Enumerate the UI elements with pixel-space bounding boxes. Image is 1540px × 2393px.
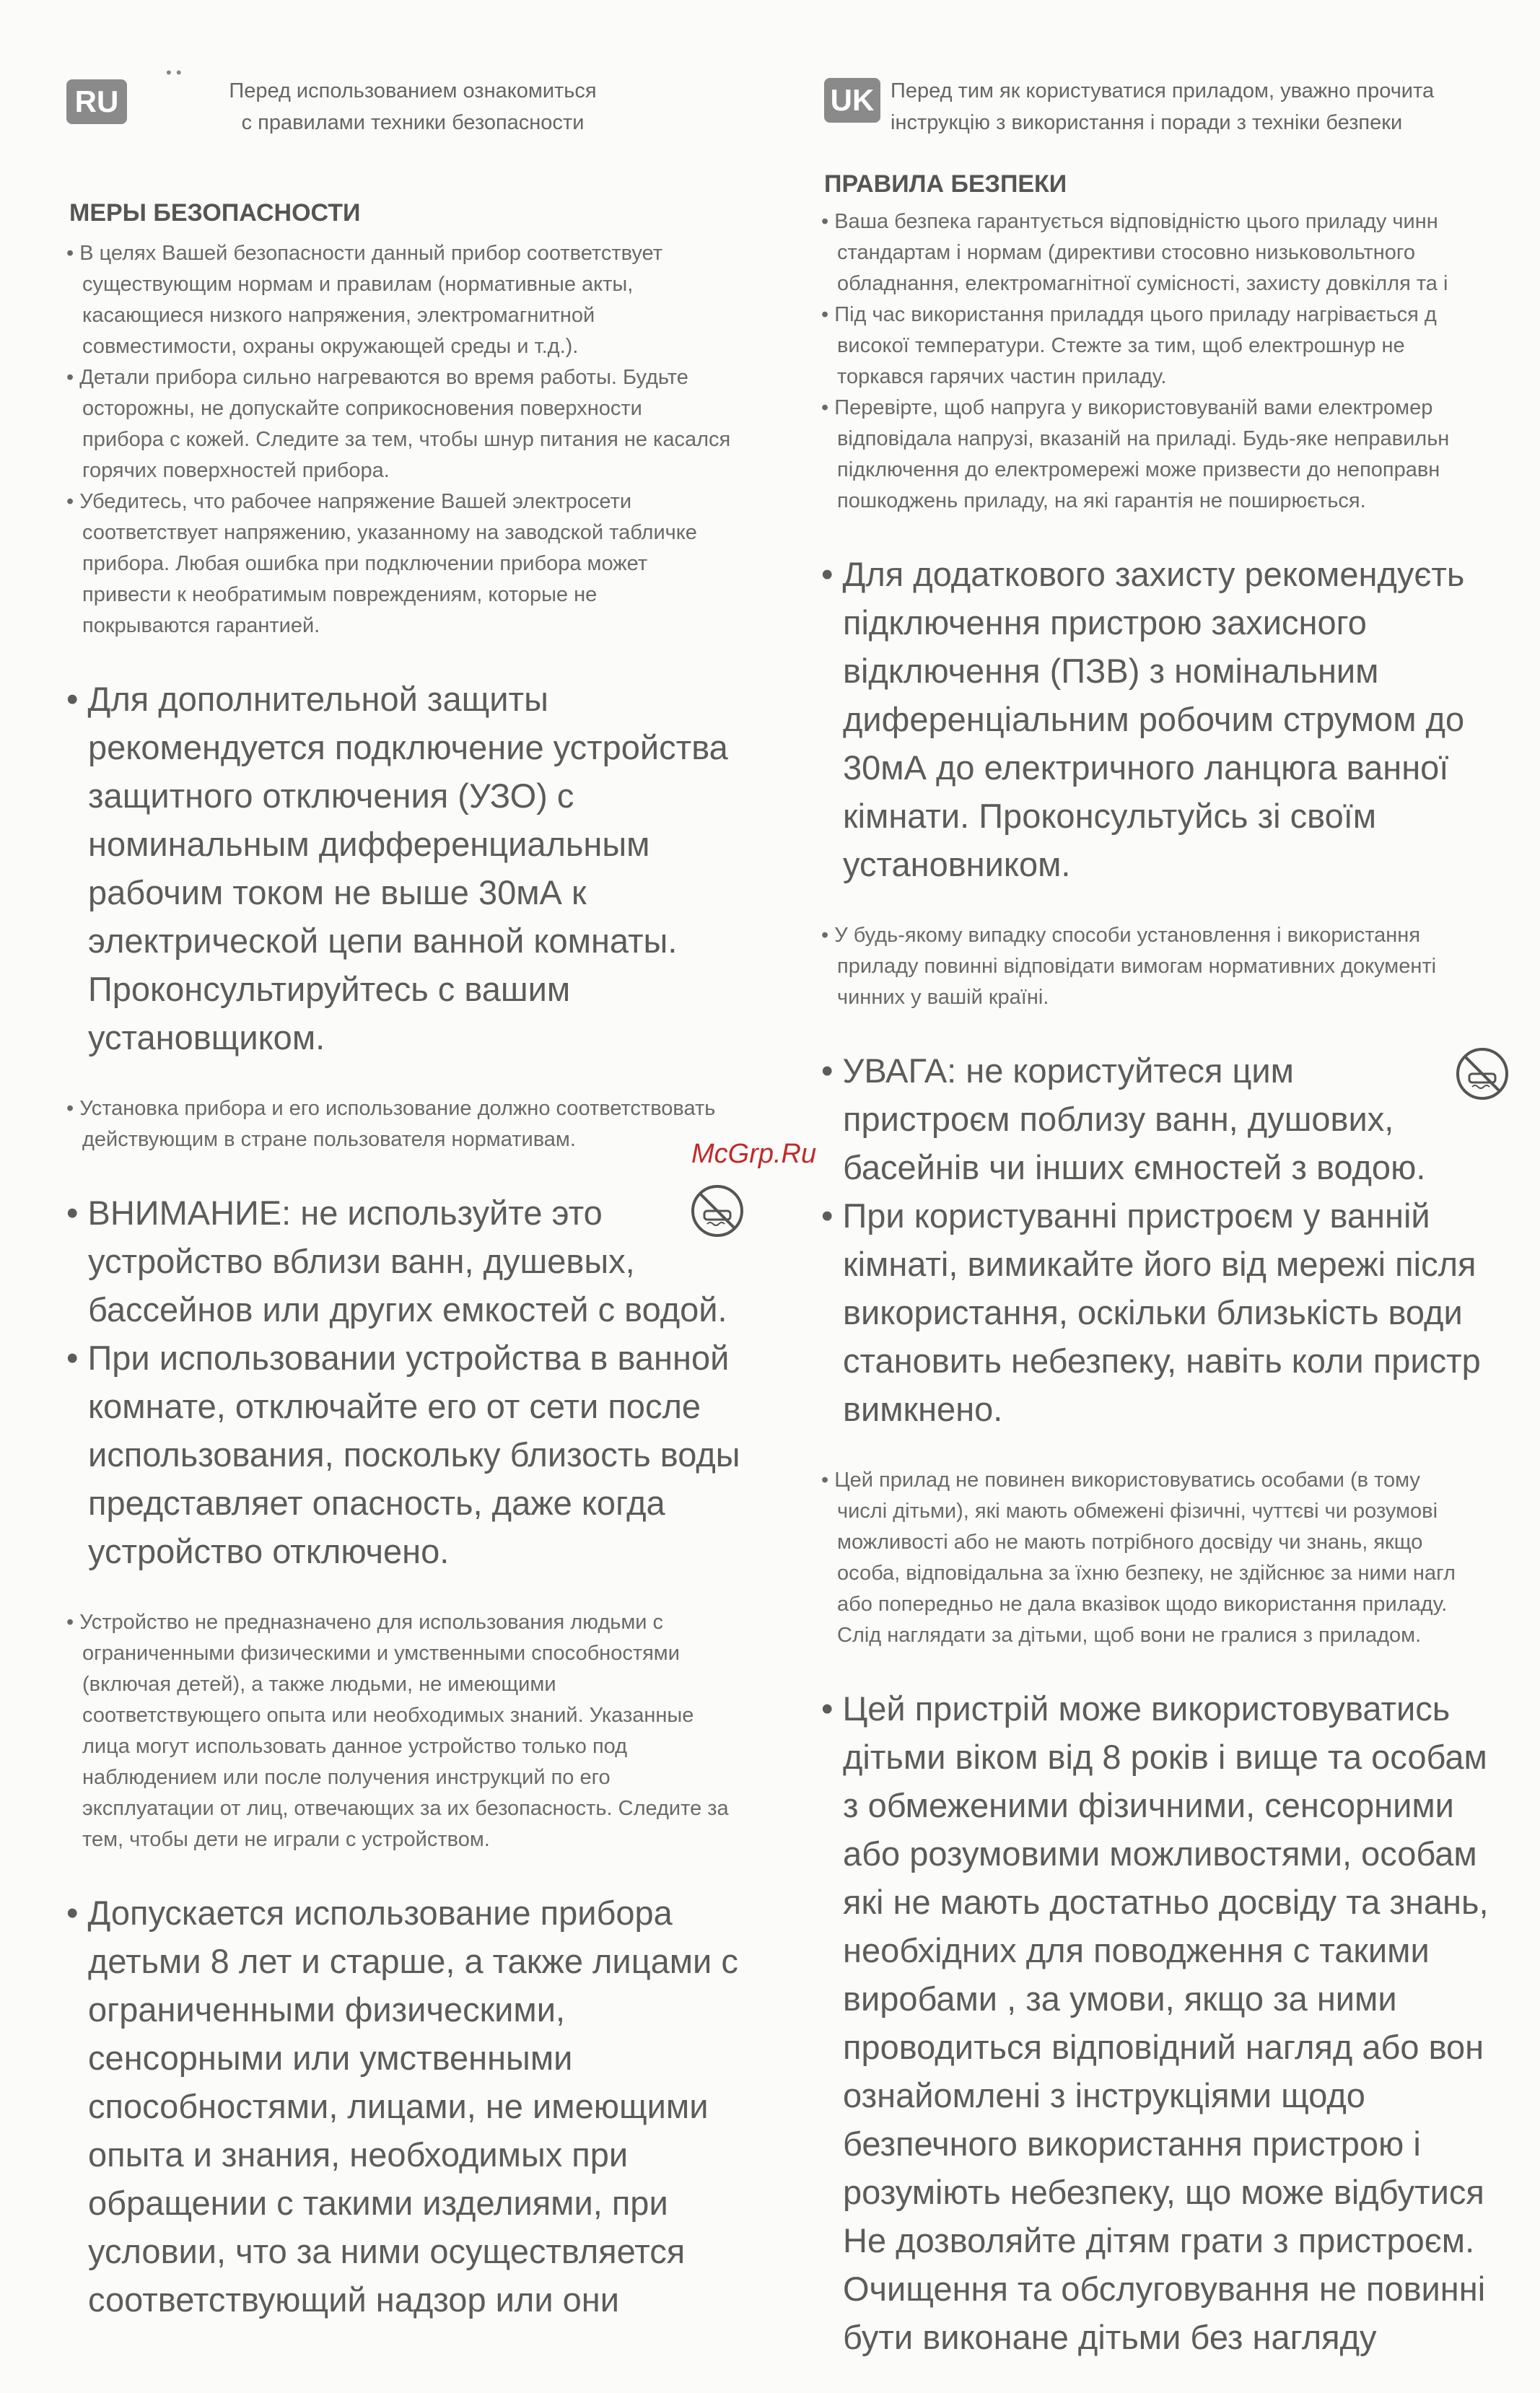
uk-intro: Перед тим як користуватися приладом, уважно прочита інструкцію з використання і поради з техніки безпеки [891, 79, 1435, 134]
uk-list-item: • У будь-якому випадку способи установлення і використання приладу повинні відповідати вимогам нормативних документі чинних у вашій країні. [821, 920, 1508, 1013]
ru-list-item: • Убедитесь, что рабочее напряжение Вашей электросети соответствует напряжению, указанному на заводской табличке прибора. Любая ошибка при подключении прибора может привести к необратимым повреждениям, которые не покрываются гарантией. [66, 486, 781, 642]
ru-content [66, 238, 781, 2355]
ru-small-list [66, 1607, 781, 1855]
ru-list-item: • Детали прибора сильно нагреваются во время работы. Будьте осторожны, не допускайте соприкосновения поверхности прибора с кожей. Следите за тем, чтобы шнур питания не касался горячих поверхностей прибора. [66, 362, 781, 486]
watermark: McGrp.Ru [691, 1139, 817, 1169]
uk-list-item: • Цей пристрій може використовуватись дітьми віком від 8 років і вище та особам з обмеженими фізичними, сенсорними або розумовими можливостями, особам які не мають достатньо досвіду та знань, необхідних для поводження с такими виробами , за умови, якщо за ними проводиться відповідний нагляд або вон ознайомлені з інструкціями щодо безпечного використання пристрою і розуміють небезпеку, що може відбутися Не дозволяйте дітям грати з пристроєм. Очищення та обслуговування не повинні бути виконане дітьми без нагляду [821, 1684, 1508, 2361]
ru-list-item: • Установка прибора и его использование должно соответствовать действующим в стране пользователя нормативам. [66, 1093, 781, 1155]
ru-large-list [66, 1189, 781, 1575]
ru-list-item: • Устройство не предназначено для использования людьми с ограниченными физическими и умственными способностями (включая детей), а также людьми, не имеющими соответствующего опыта или необходимых знаний. Указанные лица могут использовать данное устройство только под наблюдением или после получения инструкций по его эксплуатации от лиц, отвечающих за их безопасность. Следите за тем, чтобы дети не играли с устройством. [66, 1607, 781, 1855]
uk-column [821, 0, 1508, 2356]
ru-intro: Перед использованием ознакомиться с правилами техники безопасности [229, 79, 597, 134]
uk-list-item: • Під час використання приладдя цього приладу нагрівається д високої температури. Стежте за тим, щоб електрошнур не торкався гарячих частин приладу. [821, 299, 1508, 393]
uk-list-item: • Перевірте, щоб напруга у використовуваній вами електромер відповідала напрузі, вказаній на приладі. Будь-яке неправильн підключення до електромережі може призвести до непоправн пошкоджень приладу, на які гарантія не поширюється. [821, 393, 1508, 517]
ru-large-list [66, 1889, 781, 2324]
uk-large-list [821, 1684, 1508, 2361]
ru-small-list [66, 1093, 781, 1155]
uk-small-list [821, 206, 1508, 517]
uk-list-item: • Ваша безпека гарантується відповідністю цього приладу чинн стандартам і нормам (директиви стосовно низьковольтного обладнання, електромагнітної сумісності, захисту довкілля та і [821, 206, 1508, 299]
ru-column [66, 0, 781, 2330]
ru-large-list [66, 675, 781, 1062]
ru-list-item: • В целях Вашей безопасности данный прибор соответствует существующим нормам и правилам (нормативные акты, касающиеся низкого напряжения, электромагнитной совместимости, охраны окружающей среды и т.д.). [66, 238, 781, 362]
uk-language-badge: UK [824, 78, 880, 123]
uk-small-list [821, 1465, 1508, 1651]
ru-list-item: • Для дополнительной защиты рекомендуется подключение устройства защитного отключения (УЗО) с номинальным дифференциальным рабочим током не выше 30мА к электрической цепи ванной комнаты. Проконсультируйтесь с вашим установщиком. [66, 675, 781, 1062]
uk-content [821, 206, 1508, 2393]
uk-section-title: ПРАВИЛА БЕЗПЕКИ [824, 170, 1067, 198]
ru-list-item: • ВНИМАНИЕ: не используйте это устройство вблизи ванн, душевых, бассейнов или других емкостей с водой. [66, 1189, 781, 1334]
uk-list-item: • При користуванні пристроєм у ванній кімнаті, вимикайте його від мережі після використання, оскільки близькість води становить небезпеку, навіть коли пристр вимкнено. [821, 1191, 1508, 1433]
ru-list-item: • Допускается использование прибора детьми 8 лет и старше, а также лицами с ограниченными физическими, сенсорными или умственными способностями, лицами, не имеющими опыта и знания, необходимых при обращении с такими изделиями, при условии, что за ними осуществляется соответствующий надзор или они [66, 1889, 781, 2324]
ru-small-list [66, 238, 781, 642]
uk-small-list [821, 920, 1508, 1013]
uk-large-list [821, 1046, 1508, 1433]
ru-language-badge: RU [66, 79, 127, 124]
uk-list-item: • Цей прилад не повинен використовуватись особами (в тому числі дітьми), які мають обмежені фізичні, чуттєві чи розумові можливості або не мають потрібного досвіду чи знань, якщо особа, відповідальна за їхню безпеку, не здійснює за ними нагл або попередньо не дала вказівок щодо використання приладу. Слід наглядати за дітьми, щоб вони не гралися з приладом. [821, 1465, 1508, 1651]
uk-list-item: • Для додаткового захисту рекомендуєть підключення пристрою захисного відключення (ПЗВ) з номінальним диференціальним робочим струмом до 30мА до електричного ланцюга ванної кімнати. Проконсультуйсь зі своїм установником. [821, 550, 1508, 888]
uk-list-item: • УВАГА: не користуйтеся цим пристроєм поблизу ванн, душових, басейнів чи інших ємностей з водою. [821, 1046, 1508, 1191]
no-water-bath-icon [688, 1182, 746, 1240]
uk-large-list [821, 550, 1508, 888]
ru-list-item: • При использовании устройства в ванной комнате, отключайте его от сети после использования, поскольку близость воды представляет опасность, даже когда устройство отключено. [66, 1334, 781, 1575]
ru-section-title: МЕРЫ БЕЗОПАСНОСТИ [69, 199, 361, 227]
no-water-bath-icon [1453, 1045, 1511, 1103]
scan-mark: • • [166, 64, 182, 82]
